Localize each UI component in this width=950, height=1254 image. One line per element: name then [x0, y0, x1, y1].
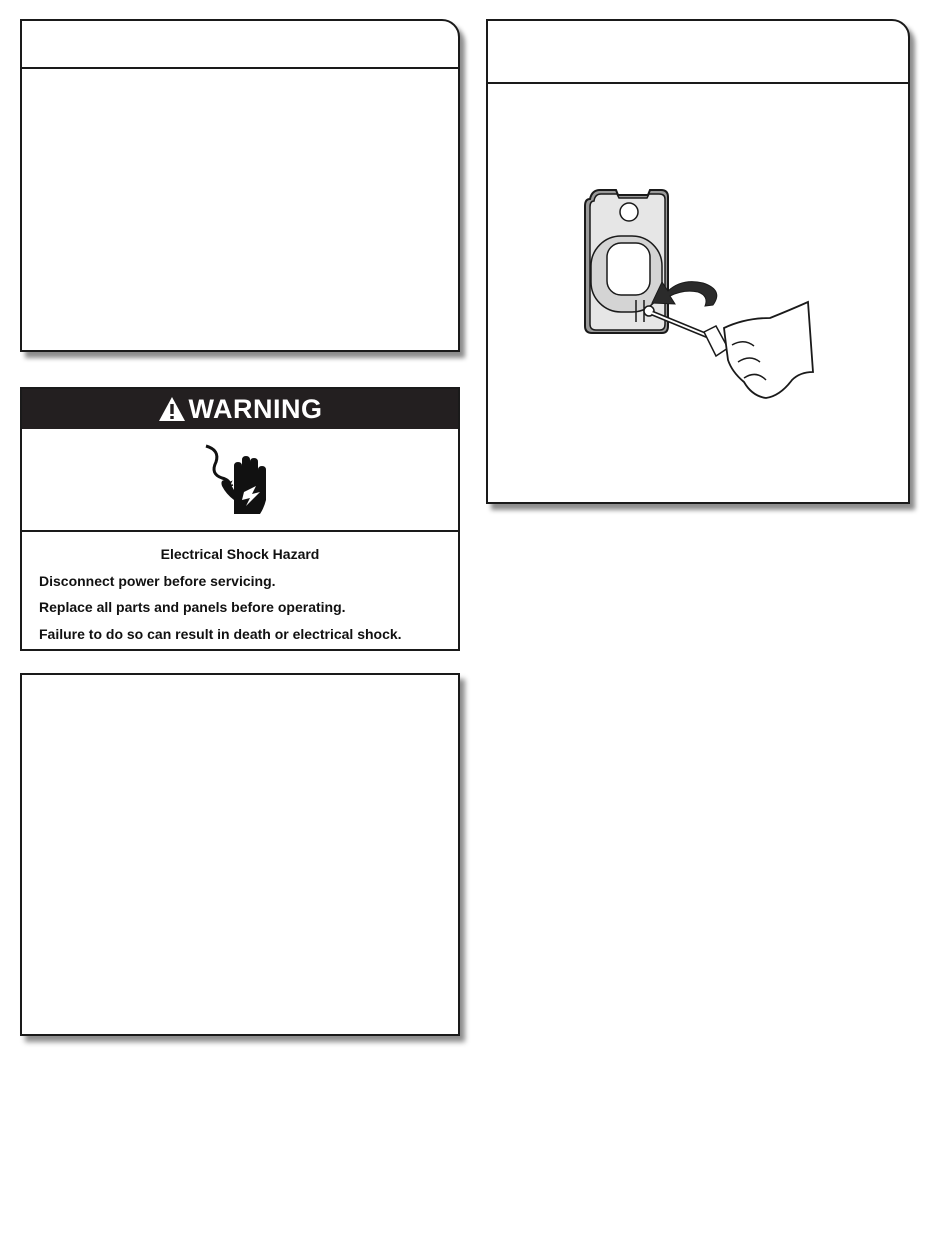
counterclockwise-arrow: [652, 282, 717, 306]
hazard-name: Electrical Shock Hazard: [160, 546, 320, 562]
warning-symbol-area: [22, 429, 458, 532]
step-panel-header: [488, 21, 908, 84]
mounting-hole: [620, 203, 638, 221]
warning-line: Disconnect power before servicing.: [39, 573, 276, 589]
warning-title: WARNING: [188, 393, 323, 424]
warning-text: [22, 532, 458, 649]
remove-outlet-cover-illustration: [570, 170, 830, 410]
warning-line: Failure to do so can result in death or electrical shock.: [39, 626, 402, 642]
step-panel-top-left: [20, 19, 460, 352]
warning-header: [22, 389, 458, 429]
hand: [724, 302, 813, 398]
electric-shock-hand-icon: [200, 440, 280, 520]
step-panel-header: [22, 21, 458, 69]
alert-triangle-icon: [158, 396, 186, 422]
warning-line: Replace all parts and panels before operating.: [39, 599, 346, 615]
step-panel-bottom-left: [20, 673, 460, 1036]
warning-box: [20, 387, 460, 651]
